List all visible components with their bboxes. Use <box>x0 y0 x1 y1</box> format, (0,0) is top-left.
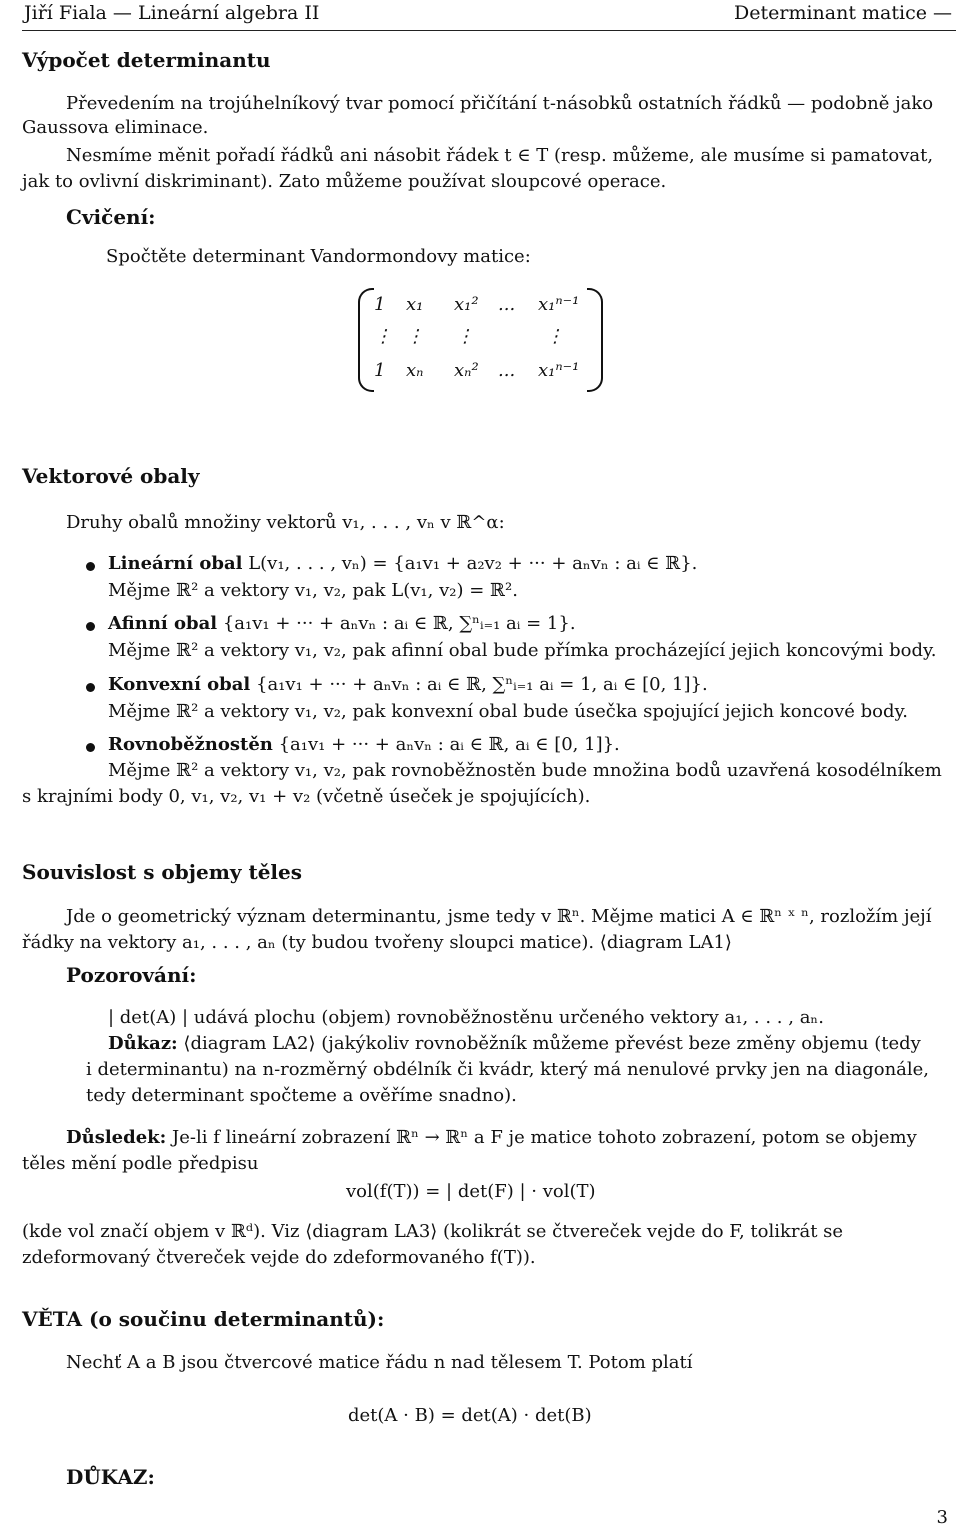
header-rule <box>22 30 956 31</box>
list-item <box>108 613 576 634</box>
item-example: Mějme ℝ² a vektory v₁, v₂, pak L(v₁, v₂) = ℝ². <box>108 580 518 601</box>
proof-line: tedy determinant spočteme a ověříme snadno). <box>86 1085 517 1106</box>
corollary-line: zdeformovaný čtvereček vejde do zdeformovaného f(T)). <box>22 1247 536 1268</box>
proof-line <box>108 1033 921 1054</box>
paragraph-line: Nesmíme měnit pořadí řádků ani násobit řádek t ∈ T (resp. můžeme, ale musíme si pamatovat, <box>66 145 934 166</box>
exercise-label: Cvičení: <box>66 205 156 229</box>
paragraph-line: řádky na vektory a₁, . . . , aₙ (ty budou tvořeny sloupci matice). ⟨diagram LA1⟩ <box>22 932 732 953</box>
corollary-line <box>66 1127 917 1148</box>
vandermonde-matrix <box>358 288 603 390</box>
paragraph-line: Gaussova eliminace. <box>22 117 209 138</box>
item-name: Afinní obal <box>108 613 218 634</box>
proof-label: Důkaz: <box>108 1033 178 1054</box>
item-example: Mějme ℝ² a vektory v₁, v₂, pak rovnoběžnostěn bude množina bodů uzavřená kosodélníkem <box>108 760 942 781</box>
bullet <box>86 622 95 631</box>
proof-heading: DŮKAZ: <box>66 1465 155 1489</box>
paragraph-line: jak to ovlivní diskriminant). Zato můžeme používat sloupcové operace. <box>22 171 667 192</box>
volume-formula: vol(f(T)) = | det(F) | · vol(T) <box>346 1181 596 1202</box>
matrix-cell: xₙ <box>406 360 424 381</box>
page-number: 3 <box>936 1507 948 1528</box>
matrix-cell: x₁ⁿ⁻¹ <box>538 294 580 315</box>
proof-text: ⟨diagram LA2⟩ (jakýkoliv rovnoběžník můžeme převést beze změny objemu (tedy <box>177 1033 921 1054</box>
paragraph-line: Jde o geometrický význam determinantu, jsme tedy v ℝⁿ. Mějme matici A ∈ ℝⁿ ˣ ⁿ, rozložím její <box>66 906 932 927</box>
section-title-obaly: Vektorové obaly <box>22 464 200 488</box>
corollary-line: těles mění podle předpisu <box>22 1153 259 1174</box>
matrix-cell: ⋮ <box>406 326 424 347</box>
intro-text: Druhy obalů množiny vektorů v₁, . . . , vₙ v ℝ^α: <box>66 512 505 533</box>
section-title-souvislost: Souvislost s objemy těles <box>22 860 302 884</box>
bullet <box>86 562 95 571</box>
item-example: s krajními body 0, v₁, v₂, v₁ + v₂ (včetně úseček je spojujících). <box>22 786 591 807</box>
matrix-cell: xₙ² <box>454 360 479 381</box>
item-def: L(v₁, . . . , vₙ) = {a₁v₁ + a₂v₂ + ··· + aₙvₙ : aᵢ ∈ ℝ}. <box>242 553 698 574</box>
item-def: {a₁v₁ + ··· + aₙvₙ : aᵢ ∈ ℝ, ∑ⁿᵢ₌₁ aᵢ = 1, aᵢ ∈ [0, 1]}. <box>250 674 708 695</box>
item-name: Lineární obal <box>108 553 243 574</box>
list-item <box>108 553 697 574</box>
list-item <box>108 734 620 755</box>
exercise-text: Spočtěte determinant Vandormondovy matice: <box>106 246 531 267</box>
corollary-line: (kde vol značí objem v ℝᵈ). Viz ⟨diagram LA3⟩ (kolikrát se čtvereček vejde do F, tolikrát se <box>22 1221 844 1242</box>
running-header <box>0 0 960 30</box>
item-example: Mějme ℝ² a vektory v₁, v₂, pak konvexní obal bude úsečka spojující jejich koncové body. <box>108 701 908 722</box>
matrix-cell: ⋮ <box>456 326 474 347</box>
matrix-cell: 1 <box>374 294 386 315</box>
matrix-cell: ... <box>498 294 516 315</box>
item-def: {a₁v₁ + ··· + aₙvₙ : aᵢ ∈ ℝ, aᵢ ∈ [0, 1]}. <box>272 734 620 755</box>
product-formula: det(A · B) = det(A) · det(B) <box>348 1405 592 1426</box>
bullet <box>86 683 95 692</box>
matrix-cell: ⋮ <box>546 326 564 347</box>
left-paren <box>358 288 374 392</box>
corollary-label: Důsledek: <box>66 1127 167 1148</box>
corollary-text: Je-li f lineární zobrazení ℝⁿ → ℝⁿ a F je matice tohoto zobrazení, potom se objemy <box>166 1127 917 1148</box>
matrix-cell: x₁ <box>406 294 424 315</box>
item-example: Mějme ℝ² a vektory v₁, v₂, pak afinní obal bude přímka procházející jejich koncovými body. <box>108 640 937 661</box>
list-item <box>108 674 708 695</box>
observation-label: Pozorování: <box>66 963 197 987</box>
observation-text: | det(A) | udává plochu (objem) rovnoběžnostěnu určeného vektory a₁, . . . , aₙ. <box>108 1007 824 1028</box>
matrix-cell: 1 <box>374 360 386 381</box>
matrix-cell: ... <box>498 360 516 381</box>
proof-line: i determinantu) na n-rozměrný obdélník či kvádr, který má nenulové prvky jen na diagonále, <box>86 1059 930 1080</box>
item-def: {a₁v₁ + ··· + aₙvₙ : aᵢ ∈ ℝ, ∑ⁿᵢ₌₁ aᵢ = 1}. <box>217 613 576 634</box>
paragraph-line: Převedením na trojúhelníkový tvar pomocí přičítání t-násobků ostatních řádků — podobně jako <box>66 93 934 114</box>
theorem-title: VĚTA (o součinu determinantů): <box>22 1307 385 1331</box>
header-left: Jiří Fiala — Lineární algebra II <box>24 2 320 24</box>
theorem-text: Nechť A a B jsou čtvercové matice řádu n nad tělesem T. Potom platí <box>66 1352 693 1373</box>
matrix-cell: x₁² <box>454 294 479 315</box>
header-right: Determinant matice — <box>734 2 952 24</box>
section-title-vypocet: Výpočet determinantu <box>22 48 271 72</box>
bullet <box>86 743 95 752</box>
item-name: Konvexní obal <box>108 674 251 695</box>
matrix-cell: ⋮ <box>374 326 392 347</box>
item-name: Rovnoběžnostěn <box>108 734 273 755</box>
right-paren <box>587 288 603 392</box>
matrix-cell: x₁ⁿ⁻¹ <box>538 360 580 381</box>
